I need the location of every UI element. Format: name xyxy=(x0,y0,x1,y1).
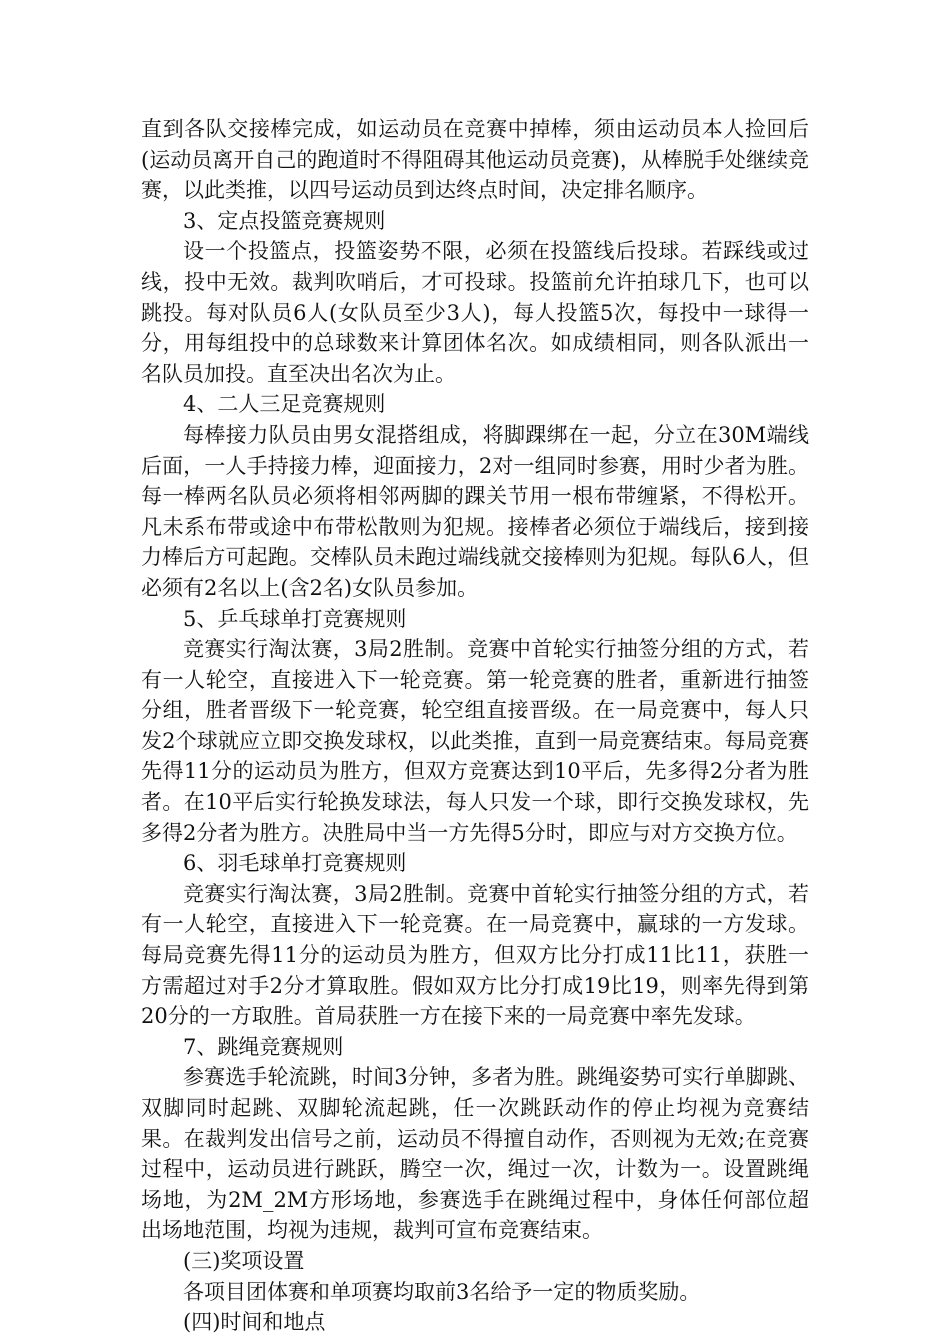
document-body xyxy=(141,114,809,1338)
section-heading-basketball: 3、定点投篮竞赛规则 xyxy=(183,208,386,233)
jump-rope-rule-text: 参赛选手轮流跳，时间3分钟，多者为胜。跳绳姿势可实行单脚跳、双脚同时起跳、双脚轮流起跳，任一次跳跃动作的停止均视为竞赛结果。在裁判发出信号之前，运动员不得擅自动作，否则视为无效;在竞赛过程中，运动员进行跳跃，腾空一次，绳过一次，计数为一。设置跳绳场地，为2M_2M方形场地，参赛选手在跳绳过程中，身体任何部位超出场地范围，均视为违规，裁判可宣布竞赛结束。 xyxy=(141,1065,809,1243)
section-heading-time-place: (四)时间和地点 xyxy=(183,1310,326,1335)
section-heading-badminton: 6、羽毛球单打竞赛规则 xyxy=(183,851,407,876)
relay-rule-continuation: 直到各队交接棒完成，如运动员在竞赛中掉棒，须由运动员本人捡回后(运动员离开自己的跑道时不得阻碍其他运动员竞赛)，从棒脱手处继续竞赛，以此类推，以四号运动员到达终点时间，决定排名顺序。 xyxy=(141,117,809,203)
section-heading-three-legged: 4、二人三足竞赛规则 xyxy=(183,392,386,417)
table-tennis-rule-text: 竞赛实行淘汰赛，3局2胜制。竞赛中首轮实行抽签分组的方式，若有一人轮空，直接进入下一轮竞赛。第一轮竞赛的胜者，重新进行抽签分组，胜者晋级下一轮竞赛，轮空组直接晋级。在一局竞赛中，每人只发2个球就应立即交换发球权，以此类推，直到一局竞赛结束。每局竞赛先得11分的运动员为胜方，但双方竞赛达到10平后，先多得2分者为胜者。在10平后实行轮换发球法，每人只发一个球，即行交换发球权，先多得2分者为胜方。决胜局中当一方先得5分时，即应与对方交换方位。 xyxy=(141,637,809,845)
section-heading-jump-rope: 7、跳绳竞赛规则 xyxy=(183,1034,344,1059)
basketball-rule-text: 设一个投篮点，投篮姿势不限，必须在投篮线后投球。若踩线或过线，投中无效。裁判吹哨后，才可投球。投篮前允许拍球几下，也可以跳投。每对队员6人(女队员至少3人)，每人投篮5次，每投中一球得一分，用每组投中的总球数来计算团体名次。如成绩相同，则各队派出一名队员加投。直至决出名次为止。 xyxy=(141,239,809,386)
three-legged-rule-text: 每棒接力队员由男女混搭组成，将脚踝绑在一起，分立在30M端线后面，一人手持接力棒，迎面接力，2对一组同时参赛，用时少者为胜。每一棒两名队员必须将相邻两脚的踝关节用一根布带缠紧，不得松开。凡未系布带或途中布带松散则为犯规。接棒者必须位于端线后，接到接力棒后方可起跑。交棒队员未跑过端线就交接棒则为犯规。每队6人，但必须有2名以上(含2名)女队员参加。 xyxy=(141,422,809,600)
section-heading-table-tennis: 5、乒乓球单打竞赛规则 xyxy=(183,606,407,631)
badminton-rule-text: 竞赛实行淘汰赛，3局2胜制。竞赛中首轮实行抽签分组的方式，若有一人轮空，直接进入下一轮竞赛。在一局竞赛中，赢球的一方发球。每局竞赛先得11分的运动员为胜方，但双方比分打成11比11，获胜一方需超过对手2分才算取胜。假如双方比分打成19比19，则率先得到第20分的一方取胜。首局获胜一方在接下来的一局竞赛中率先发球。 xyxy=(141,881,809,1029)
awards-text: 各项目团体赛和单项赛均取前3名给予一定的物质奖励。 xyxy=(183,1279,701,1304)
section-heading-awards: (三)奖项设置 xyxy=(183,1248,305,1273)
